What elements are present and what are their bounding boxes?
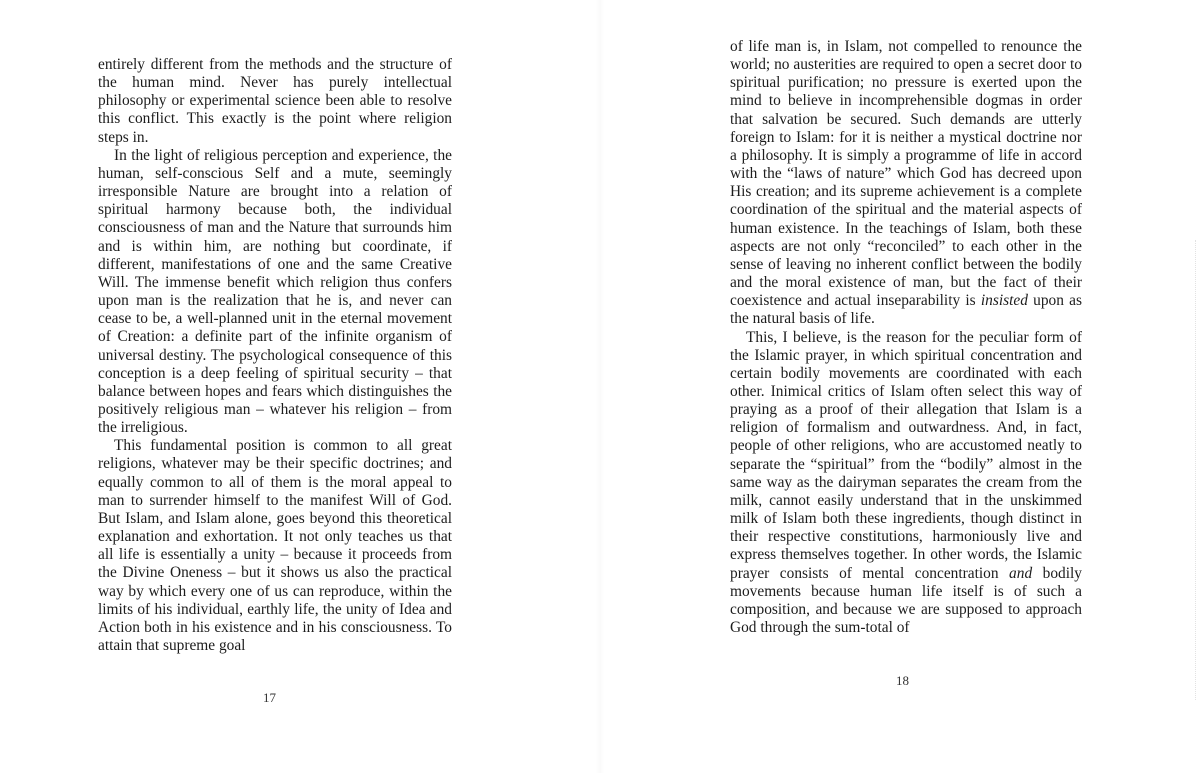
- text-run: bodily movements because human life itself is of such a composition, and because we are supposed to approach God through the sum-total of: [730, 564, 1082, 636]
- page-edge: [1193, 240, 1196, 700]
- page-number: 17: [263, 690, 276, 705]
- italic-text: insisted: [980, 292, 1028, 310]
- text-run: This, I believe, is the reason for the peculiar form of the Islamic prayer, in which spiritual concentration and certain bodily movements are coordinated with each other. Inimical critics of Islam often select this way of praying as a proof of their allegation that Islam is a religion of formalism and outwardness. And, in fact, people of other religions, who are accustomed neatly to separate the “spiritual” from the “bodily” almost in the same way as the dairyman separates the cream from the milk, cannot easily understand that in the unskimmed milk of Islam both these ingredients, though distinct in their respective constitutions, harmoniously live and express themselves together. In other words, the Islamic prayer consists of mental concentration: [730, 328, 1082, 582]
- paragraph: [730, 38, 1082, 329]
- italic-text: and: [1009, 564, 1033, 582]
- right-page: [600, 0, 1200, 773]
- paragraph: In the light of religious perception and experience, the human, self-conscious Self and a mute, seemingly irresponsible Nature are brought into a relation of spiritual harmony because both, the individual consciousness of man and the Nature that surrounds him and is within him, are nothing but coordinate, if different, manifestations of one and the same Creative Will. The immense benefit which religion thus confers upon man is the realization that he is, and never can cease to be, a well-planned unit in the eternal movement of Creation: a definite part of the infinite organism of universal destiny. The psychological consequence of this conception is a deep feeling of spiritual security – that balance between hopes and fears which distinguishes the positively religious man – whatever his religion – from the irreligious.: [98, 146, 452, 437]
- paragraph: This fundamental position is common to all great religions, whatever may be their specific doctrines; and equally common to all of them is the moral appeal to man to surrender himself to the manifest Will of God. But Islam, and Islam alone, goes beyond this theoretical explanation and exhortation. It not only teaches us that all life is essentially a unity – because it proceeds from the Divine Oneness – but it shows us also the practical way by which every one of us can reproduce, within the limits of his individual, earthly life, the unity of Idea and Action both in his existence and in his consciousness. To attain that supreme goal: [98, 437, 452, 654]
- text-run: upon as the natural basis of life.: [730, 292, 1082, 328]
- right-page-text: [730, 38, 1082, 637]
- paragraph: [730, 329, 1082, 638]
- page-number: 18: [896, 673, 909, 688]
- paragraph: entirely different from the methods and the structure of the human mind. Never has purely intellectual philosophy or experimental science been able to resolve this conflict. This exactly is the point where religion steps in.: [98, 56, 452, 146]
- left-page-text: [98, 56, 452, 655]
- text-run: of life man is, in Islam, not compelled to renounce the world; no austerities are required to open a secret door to spiritual purification; no pressure is exerted upon the mind to believe in incomprehensible dogmas in order that salvation be secured. Such demands are utterly foreign to Islam: for it is neither a mystical doctrine nor a philosophy. It is simply a programme of life in accord with the “laws of nature” which God has decreed upon His creation; and its supreme achievement is a complete coordination of the spiritual and the material aspects of human existence. In the teachings of Islam, both these aspects are not only “reconciled” to each other in the sense of leaving no inherent conflict between the bodily and the moral existence of man, but the fact of their coexistence and actual inseparability is: [730, 38, 1082, 310]
